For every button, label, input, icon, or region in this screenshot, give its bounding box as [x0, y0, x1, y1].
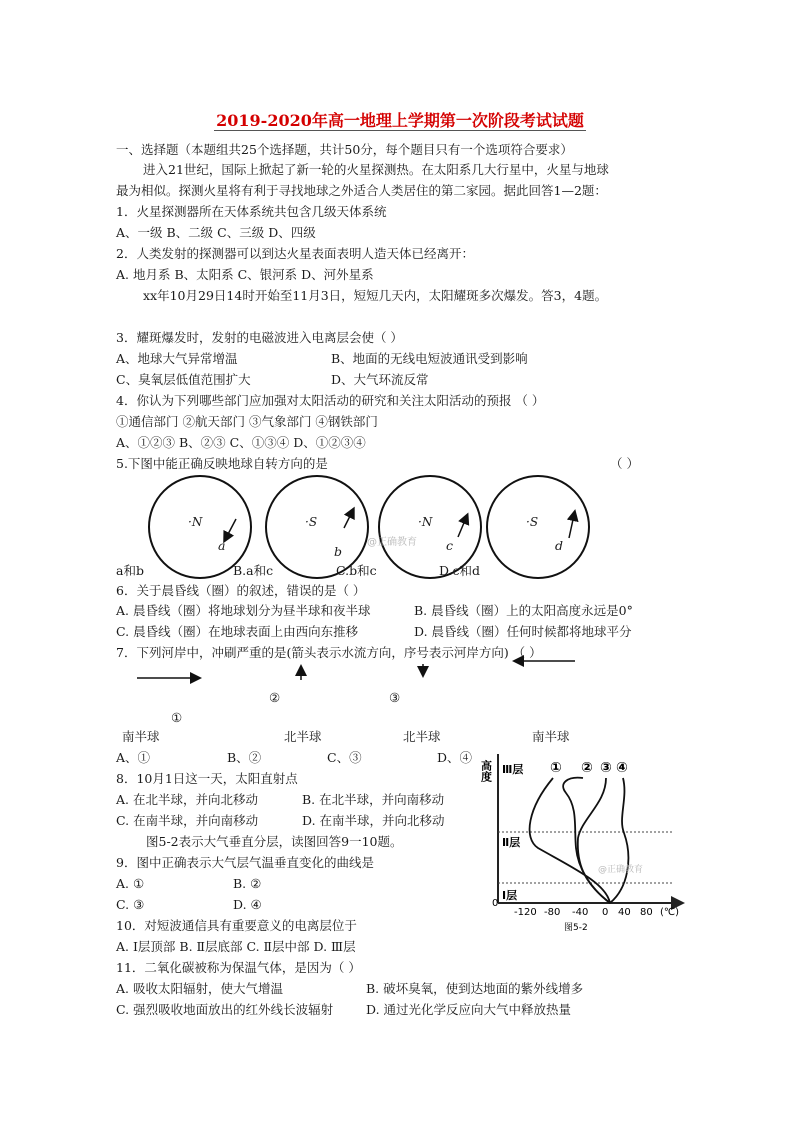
question-5: 5.下图中能正确反映地球自转方向的是	[116, 456, 328, 471]
curve-mark: ③	[600, 760, 612, 776]
question-2-options: A. 地月系 B、太阳系 C、银河系 D、河外星系	[116, 267, 374, 282]
layer-label: Ⅱ层	[502, 836, 521, 849]
tick-label: -40	[572, 907, 589, 918]
question-2: 2．人类发射的探测器可以到达火星表面表明人造天体已经离开：	[116, 246, 474, 261]
question-8: 8．10月1日这一天，太阳直射点	[116, 771, 298, 786]
watermark: @正确教育	[598, 865, 644, 875]
curve-4	[610, 778, 628, 903]
tick-label: -80	[544, 907, 561, 918]
question-7: 7．下列河岸中，冲刷严重的是(箭头表示水流方向，序号表示河岸方向) （ ）	[116, 645, 542, 660]
option-d: D. 晨昏线（圈）任何时候都将地球平分	[414, 624, 632, 639]
bank-mark: ①	[171, 710, 183, 725]
option-d: D、大气环流反常	[331, 372, 429, 387]
y-label: 高度	[479, 760, 493, 782]
curve-3	[578, 778, 610, 903]
question-10-options: A. Ⅰ层顶部 B. Ⅱ层底部 C. Ⅱ层中部 D. Ⅲ层	[116, 939, 356, 954]
curve-mark: ④	[616, 760, 628, 776]
option-c: C、臭氧层低值范围扩大	[116, 372, 251, 387]
tick-label: 0	[492, 898, 499, 909]
question-9: 9．图中正确表示大气层气温垂直变化的曲线是	[116, 855, 374, 870]
option-b: B. 破坏臭氧，使到达地面的紫外线增多	[366, 981, 584, 996]
question-3: 3．耀斑爆发时，发射的电磁波进入电离层会使（ ）	[116, 330, 403, 345]
tick-label: 40	[618, 907, 631, 918]
layer-label: Ⅲ层	[502, 763, 524, 776]
question-10: 10．对短波通信具有重要意义的电离层位于	[116, 918, 357, 933]
page-title: 2019-2020年高一地理上学期第一次阶段考试试题	[216, 111, 584, 130]
option-a: A. 吸收太阳辐射，使大气增温	[116, 981, 283, 996]
option-b: B. 晨昏线（圈）上的太阳高度永远是0°	[414, 603, 633, 618]
option-a: A. ①	[116, 876, 145, 891]
hemisphere-label: 北半球	[284, 729, 322, 744]
option-d: D. 通过光化学反应向大气中释放热量	[366, 1002, 572, 1017]
pole-label: ·S	[526, 515, 539, 529]
question-11: 11．二氧化碳被称为保温气体，是因为（ ）	[116, 960, 361, 975]
arrow-d	[569, 515, 574, 538]
question-1: 1．火星探测器所在天体系统共包含几级天体系统	[116, 204, 387, 219]
question-6: 6．关于晨昏线（圈）的叙述，错误的是（ ）	[116, 583, 366, 598]
answer-paren: （ ）	[610, 456, 639, 471]
option-c: C. 强烈吸收地面放出的红外线长波辐射	[116, 1002, 334, 1017]
figure-caption: 图5-2	[564, 923, 588, 933]
curve-mark: ①	[550, 760, 562, 776]
bank-mark: ②	[269, 690, 281, 705]
option-c: C. 晨昏线（圈）在地球表面上由西向东推移	[116, 624, 359, 639]
pole-label: ·S	[305, 515, 318, 529]
bank-mark: ③	[389, 690, 401, 705]
q7-option: B、②	[227, 750, 262, 765]
figure-intro: 图5-2表示大气垂直分层，读图回答9一10题。	[146, 834, 403, 849]
option-c: C. 在南半球，并向南移动	[116, 813, 259, 828]
hemisphere-label: 北半球	[403, 729, 441, 744]
question-4: 4．你认为下列哪些部门应加强对太阳活动的研究和关注太阳活动的预报 （ ）	[116, 393, 545, 408]
option-a: A、地球大气异常增温	[116, 351, 238, 366]
q5-option: B.a和c	[233, 563, 274, 578]
option-b: B. ②	[233, 876, 262, 891]
tick-label: 80	[640, 907, 653, 918]
globe-label: b	[334, 544, 343, 559]
intro-text: 最为相似。探测火星将有利于寻找地球之外适合人类居住的第二家园。据此回答1—2题：	[116, 183, 607, 198]
q7-option: C、③	[327, 750, 362, 765]
q5-option: a和b	[116, 563, 144, 578]
tick-label: 0	[602, 907, 609, 918]
question-4-options: A、①②③ B、②③ C、①③④ D、①②③④	[116, 435, 366, 450]
question-4-items: ①通信部门 ②航天部门 ③气象部门 ④钢铁部门	[116, 414, 378, 429]
globe-label: c	[446, 538, 454, 553]
hemisphere-label: 南半球	[122, 729, 160, 744]
curve-2	[563, 778, 610, 903]
option-c: C. ③	[116, 897, 145, 912]
pole-label: ·N	[418, 515, 433, 529]
q7-option: A、①	[116, 750, 151, 765]
option-d: D. ④	[233, 897, 262, 912]
globe-label: a	[218, 538, 226, 553]
layer-label: Ⅰ层	[502, 889, 518, 902]
tick-label: -120	[514, 907, 537, 918]
x-unit: (℃)	[660, 907, 680, 918]
arrow-c	[458, 518, 466, 537]
arrow-a	[226, 519, 236, 538]
question-1-options: A、一级 B、二级 C、三级 D、四级	[116, 225, 316, 240]
option-b: B、地面的无线电短波通讯受到影响	[331, 351, 528, 366]
flare-intro: xx年10月29日14时开始至11月3日，短短几天内，太阳耀斑多次爆发。答3，4题。	[143, 288, 608, 303]
q7-option: D、④	[437, 750, 473, 765]
option-b: B. 在北半球，并向南移动	[302, 792, 445, 807]
watermark: @正确教育	[367, 537, 417, 548]
option-a: A. 晨昏线（圈）将地球划分为昼半球和夜半球	[116, 603, 371, 618]
curve-1	[530, 778, 610, 903]
section-heading: 一、选择题（本题组共25个选择题，共计50分，每个题目只有一个选项符合要求）	[116, 142, 573, 157]
pole-label: ·N	[188, 515, 203, 529]
hemisphere-label: 南半球	[532, 729, 570, 744]
arrow-b	[344, 512, 352, 528]
option-a: A. 在北半球，并向北移动	[116, 792, 258, 807]
q5-option: D.c和d	[439, 563, 481, 578]
curve-mark: ②	[581, 760, 593, 776]
option-d: D. 在南半球，并向北移动	[302, 813, 445, 828]
q5-option: C.b和c	[336, 563, 377, 578]
atmosphere-figure	[478, 748, 692, 938]
intro-text: 进入21世纪，国际上掀起了新一轮的火星探测热。在太阳系几大行星中，火星与地球	[143, 162, 609, 177]
globe-label: d	[555, 538, 564, 553]
